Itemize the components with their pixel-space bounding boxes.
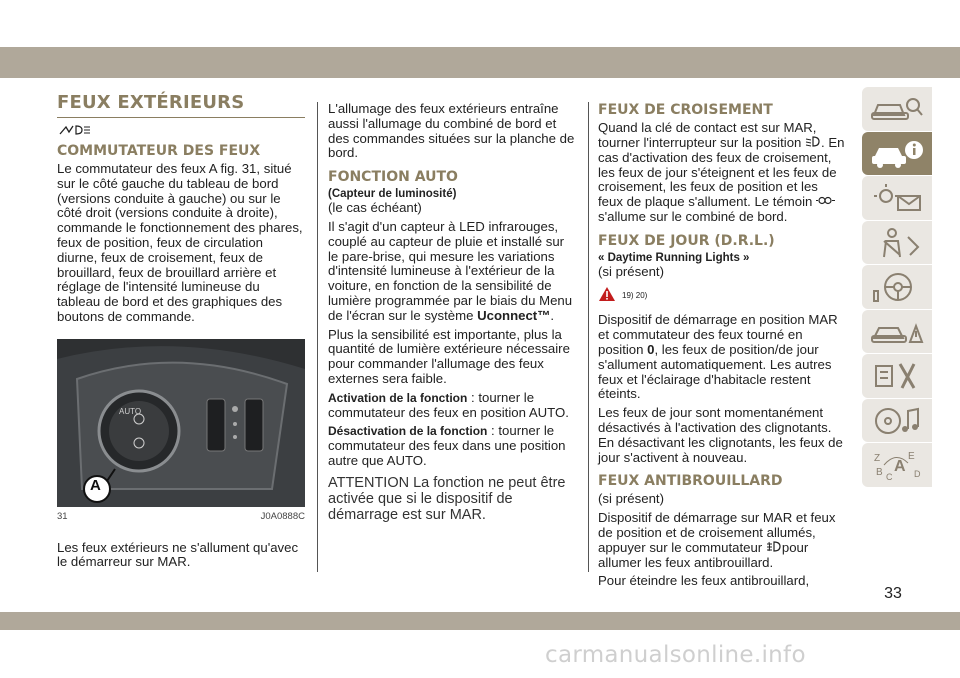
warning-refs: 19) 20): [622, 291, 648, 301]
svg-text:A: A: [894, 458, 906, 475]
jour-paragraph-2: Les feux de jour sont momentanément désactivés à l'activation des clignotants. En désactivant les clignotants, les feux de jour s'activent à nouveau.: [598, 405, 843, 465]
tab-knowing-vehicle[interactable]: [862, 87, 932, 131]
column-divider-2: [588, 102, 589, 572]
column-3: [598, 102, 846, 593]
page-title: FEUX EXTÉRIEURS: [57, 92, 305, 118]
svg-text:AUTO: AUTO: [119, 406, 142, 416]
position-lights-icon: [816, 195, 836, 210]
emergency-car-icon: [870, 316, 924, 348]
svg-text:C: C: [886, 472, 893, 481]
alphabetical-index-icon: [870, 449, 924, 481]
header-band: [0, 47, 960, 78]
section-text-commutateur: Le commutateur des feux A fig. 31, situé sur le côté gauche du tableau de bord (versions conduite à gauche) ou sur le côté droit (versions conduite à droite), commande le fonctionnement des phares, feux de position, feux de circulation diurne, feux de croisement, feux de brouillard, feux de brouillard arrière et réglage de l'intensité lumineuse du tableau de bord et des graphiques des boutons de commande.: [57, 161, 303, 324]
svg-text:B: B: [876, 467, 883, 478]
tab-maintenance[interactable]: [862, 354, 932, 398]
light-switch-figure: [57, 339, 305, 507]
svg-text:D: D: [914, 469, 921, 479]
footer-band: [0, 612, 960, 630]
auto-paragraph-2: Plus la sensibilité est importante, plus la quantité de lumière extérieure nécessaire pour commander l'allumage des feux externes sera faible.: [328, 326, 570, 386]
tab-safety[interactable]: [862, 221, 932, 265]
tab-warning-lights[interactable]: [862, 176, 932, 220]
after-figure-text: Les feux extérieurs ne s'allument qu'avec le démarreur sur MAR.: [57, 539, 299, 570]
antibrouillard-paragraph-2: Pour éteindre les feux antibrouillard,: [598, 573, 810, 589]
fog-light-icon: [766, 541, 782, 556]
section-title-commutateur: COMMUTATEUR DES FEUX: [57, 143, 261, 159]
section-title-antibrouillard: FEUX ANTIBROUILLARD: [598, 473, 783, 490]
figure-code: J0A0888C: [260, 510, 305, 522]
column-divider-1: [317, 102, 318, 572]
activation-paragraph: Activation de la fonction : tourner le commutateur des feux en position AUTO.: [328, 389, 569, 420]
warning-triangle-icon: [598, 286, 616, 308]
section-title-auto: FONCTION AUTO: [328, 169, 458, 186]
svg-text:E: E: [908, 451, 915, 462]
section-note-auto: (le cas échéant): [328, 200, 422, 216]
tab-starting-driving[interactable]: [862, 265, 932, 309]
svg-text:Z: Z: [874, 453, 881, 464]
page-number: 33: [884, 585, 902, 602]
figure-caption: [57, 510, 305, 525]
car-info-icon: [870, 138, 924, 170]
warning-lights-icon: [870, 182, 924, 214]
section-note-jour: (si présent): [598, 263, 664, 279]
tab-emergency[interactable]: [862, 310, 932, 354]
chapter-tabs: [862, 87, 960, 488]
watermark-text: carmanualsonline.info: [545, 642, 806, 668]
deactivation-paragraph: Désactivation de la fonction : tourner le commutateur des feux dans une position autre que AUTO.: [328, 423, 566, 468]
column-2: [328, 102, 576, 523]
low-beam-icon: [805, 136, 821, 151]
section-subtitle-drl: « Daytime Running Lights »: [598, 251, 750, 264]
section-subtitle-capteur: (Capteur de luminosité): [328, 188, 457, 201]
section-title-croisement: FEUX DE CROISEMENT: [598, 102, 773, 118]
tab-car-info[interactable]: [862, 132, 932, 176]
section-title-jour: FEUX DE JOUR (D.R.L.): [598, 232, 775, 249]
warning-row: [598, 286, 846, 308]
safety-belt-icon: [870, 227, 924, 259]
antibrouillard-paragraph-1: Dispositif de démarrage sur MAR et feux de position et de croisement allumés, appuyer sur le commutateur pour allumer les feux antibrouillard.: [598, 510, 836, 570]
bottom-margin: [0, 630, 960, 678]
figure-number: 31: [57, 510, 68, 522]
croisement-paragraph: Quand la clé de contact est sur MAR, tourner l'interrupteur sur la position . En cas d'activation des feux de croisement, les feux de jour s'éteignent et les feux de croisement, les feux de position et les feux de plaque s'allument. Le témoin s'allume sur le combiné de bord.: [598, 120, 845, 224]
figure-label-a: A: [90, 476, 101, 494]
headlight-symbol-icon: [57, 123, 305, 137]
attention-note: ATTENTION La fonction ne peut être activée que si le dispositif de démarrage est sur MAR.: [328, 474, 566, 523]
tab-multimedia[interactable]: [862, 399, 932, 443]
steering-wheel-icon: [870, 271, 924, 303]
tab-index[interactable]: [862, 443, 932, 487]
column-1: [57, 92, 305, 574]
auto-paragraph-1: Il s'agit d'un capteur à LED infrarouges, couplé au capteur de pluie et installé sur le pare-brise, qui mesure les variations d'intensité lumineuse à l'extérieur de la voiture, en fonction de la sensibilité de lumière programmée par le biais du Menu de l'écran sur le système Uconnect™.: [328, 218, 573, 323]
intro-text: L'allumage des feux extérieurs entraîne aussi l'allumage du combiné de bord et des commandes situées sur la planche de bord.: [328, 101, 575, 161]
section-note-antibrouillard: (si présent): [598, 491, 664, 507]
jour-paragraph-1: Dispositif de démarrage en position MAR et commutateur des feux tourné en position 0, les feux de position/de jour s'allument automatiquement. Les autres feux et l'éclairage d'habitacle restent éteints.: [598, 312, 838, 402]
multimedia-icon: [870, 405, 924, 437]
tools-icon: [870, 360, 924, 392]
car-search-icon: [870, 93, 924, 125]
top-margin: [0, 0, 960, 47]
